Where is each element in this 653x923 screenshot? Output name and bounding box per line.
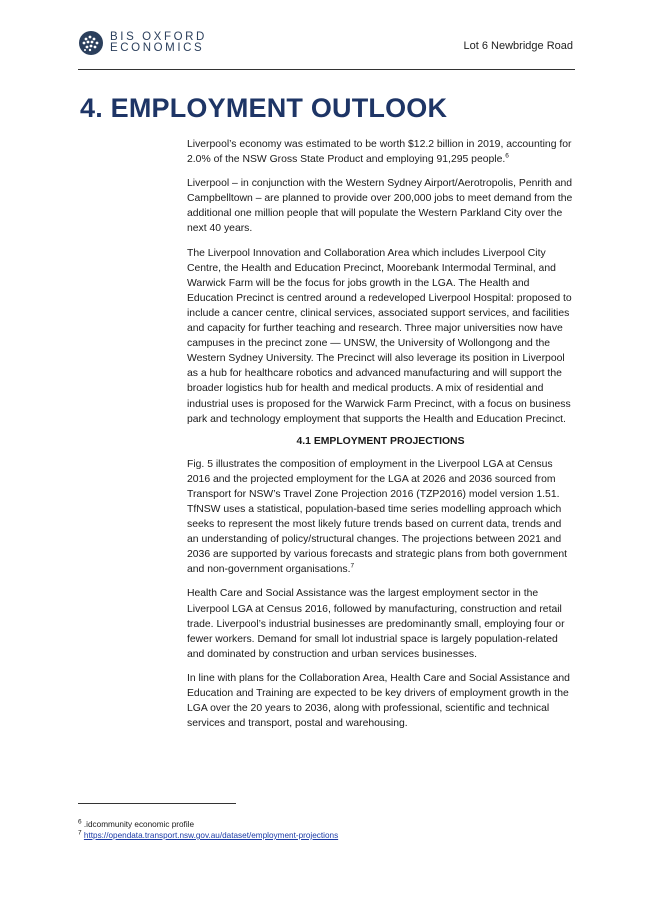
globe-icon [78,30,104,56]
footnote-7 [78,830,338,841]
paragraph-collaboration-area: The Liverpool Innovation and Collaboration Area which includes Liverpool City Centre, the Health and Education Precinct, Moorebank Intermodal Terminal, and Warwick Farm will be the focus for jobs growth in the LGA. The Health and Education Precinct is centred around a redeveloped Liverpool Hospital: proposed to include a cancer centre, clinical services, associated support services, and facilities and capacity for further teaching and research. Three major universities now have campuses in the precinct zone — UNSW, the University of Wollongong and the Western Sydney University. The Precinct will also leverage its position in Liverpool as a hub for healthcare robotics and advanced manufacturing and will support the broader logistics hub for health and medical products. A mix of residential and industrial uses is proposed for the Warwick Farm Precinct, with a focus on business park and technology employment that supports the Health and Education Precinct. [187,247,572,425]
footnote-6 [78,819,338,830]
logo [78,30,207,56]
paragraph-growth-drivers: In line with plans for the Collaboration Area, Health Care and Social Assistance and Education and Training are expected to be key drivers of employment growth in the LGA over the 20 years to 2036, along with professional, scientific and technical services and transport, postal and warehousing. [187,672,570,730]
page-title: 4. EMPLOYMENT OUTLOOK [80,93,448,123]
footnote-divider [78,803,236,804]
footnote-text: .idcommunity economic profile [81,820,195,829]
section-subheading: 4.1 EMPLOYMENT PROJECTIONS [296,435,465,447]
paragraph-health-care: Health Care and Social Assistance was the largest employment sector in the Liverpool LGA at Census 2016, followed by manufacturing, construction and retail trade. Liverpool’s industrial businesses are predominantly small, employing four or fewer workers. Demand for small lot industrial space is largely population-related and dominated by construction and urban services businesses. [187,588,565,660]
footnote-ref-7[interactable]: 7 [350,562,355,570]
paragraph-jobs: Liverpool – in conjunction with the Western Sydney Airport/Aerotropolis, Penrith and Campbelltown – are planned to provide over 200,000 jobs to meet demand from the additional one million people that will populate the Western Parkland City over the next 40 years. [187,178,573,235]
opendata-link[interactable]: https://opendata.transport.nsw.gov.au/dataset/employment-projections [83,831,339,840]
page-header [0,0,653,72]
body-content [187,137,574,740]
header-divider [78,69,575,70]
paragraph-economy [187,137,574,167]
paragraph-projections-text: Fig. 5 illustrates the composition of employment in the Liverpool LGA at Census 2016 and the projected employment for the LGA at 2026 and 2036 sourced from Transport for NSW’s Travel Zone Projection 2016 (TZP2016) model version 1.51. TfNSW uses a statistical, population-based time series modelling approach which seeks to represent the most likely future trends based on current data, trends and an understanding of policy/structural changes. The projections between 2021 and 2036 are supported by various forecasts and strategic plans from both government and non-government organisations. [187,458,568,576]
footnotes [78,819,338,841]
header-address: Lot 6 Newbridge Road [463,40,573,52]
logo-line-2: ECONOMICS [110,42,205,54]
footnote-number: 6 [78,818,82,826]
paragraph-economy-text: Liverpool’s economy was estimated to be worth $12.2 billion in 2019, accounting for 2.0% of the NSW Gross State Product and employing 91,295 people. [187,139,572,166]
footnote-number: 7 [78,829,82,837]
logo-line-1: BIS OXFORD [110,31,207,43]
logo-wordmark [110,32,207,54]
footnote-ref-6[interactable]: 6 [505,152,509,160]
paragraph-projections [187,457,574,578]
